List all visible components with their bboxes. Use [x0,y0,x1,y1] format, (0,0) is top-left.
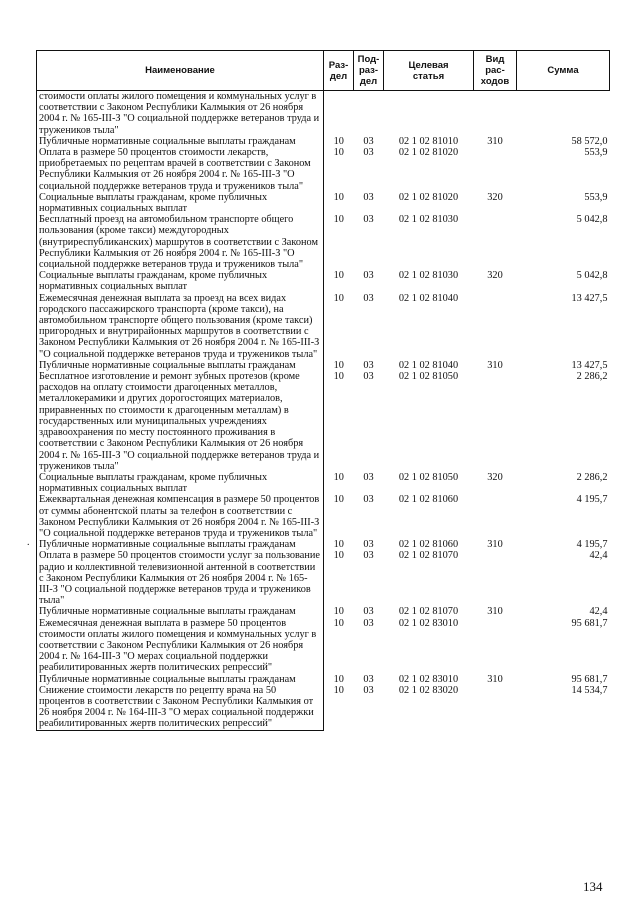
row-expense-type-cell [474,214,517,270]
row-razdel-cell: 10 [333,214,344,226]
table-row [37,550,610,606]
table-row [37,618,610,674]
row-podrazdel-cell: 03 [363,673,374,685]
row-razdel-cell: 10 [333,684,344,696]
row-sum-cell: 4 195,7 [576,494,608,506]
header-sum: Сумма [517,51,610,91]
row-name-cell: стоимости оплаты жилого помещения и коммунальных услуг в соответствии с Законом Республики Калмыкия от 26 ноября 2004 г. № 165-III-З "О социальной поддержке ветеранов труда и тружеников тыла" [37,91,324,136]
row-podrazdel-cell [354,91,384,136]
header-podrazdel: Под- раз- дел [354,51,384,91]
row-podrazdel-cell: 03 [363,270,374,282]
table-row [37,606,610,617]
row-expense-type-cell [474,618,517,674]
row-target-article-cell: 02 1 02 81050 [398,471,459,483]
header-name: Наименование [37,51,324,91]
row-name-cell: Социальные выплаты гражданам, кроме публичных нормативных социальных выплат [37,270,324,292]
row-sum-cell: 58 572,0 [571,135,608,147]
row-podrazdel-cell: 03 [363,494,374,506]
row-razdel-cell: 10 [333,270,344,282]
table-row [37,147,610,192]
header-expense-type: Вид рас- ходов [474,51,517,91]
row-target-article-cell: 02 1 02 81040 [398,359,459,371]
row-sum-cell: 5 042,8 [576,270,608,282]
header-target-article: Целевая статья [384,51,474,91]
row-podrazdel-cell: 03 [363,147,374,159]
row-podrazdel-cell: 03 [363,214,374,226]
row-name-cell: Оплата в размере 50 процентов стоимости услуг за пользование радио и коллективной телевизионной антенной в соответствии с Законом Республики Калмыкия от 26 ноября 2004 г. № 165-III-З "О социальной поддержке ветеранов труда и тружеников тыла" [37,550,324,606]
row-target-article-cell [384,91,474,136]
row-expense-type-cell: 310 [487,359,503,371]
row-razdel-cell: 10 [333,617,344,629]
row-target-article-cell: 02 1 02 81010 [398,135,459,147]
row-sum-cell: 5 042,8 [576,214,608,226]
row-target-article-cell: 02 1 02 81070 [398,606,459,618]
row-podrazdel-cell: 03 [363,292,374,304]
row-sum-cell: 553,9 [584,147,608,159]
row-razdel-cell: 10 [333,135,344,147]
row-expense-type-cell: 310 [487,673,503,685]
row-target-article-cell: 02 1 02 81070 [398,550,459,562]
row-expense-type-cell [474,293,517,360]
table-row [37,674,610,685]
row-sum-cell: 42,4 [589,550,608,562]
table-row [37,270,610,292]
row-razdel-cell: 10 [333,673,344,685]
budget-table [36,50,610,731]
table-body [37,91,610,731]
row-target-article-cell: 02 1 02 81020 [398,191,459,203]
row-razdel-cell: 10 [333,550,344,562]
table-row [37,214,610,270]
row-name-cell: Социальные выплаты гражданам, кроме публичных нормативных социальных выплат [37,472,324,494]
row-target-article-cell: 02 1 02 81060 [398,539,459,551]
row-expense-type-cell [474,91,517,136]
row-target-article-cell: 02 1 02 83020 [398,684,459,696]
row-expense-type-cell: 320 [487,471,503,483]
row-sum-cell: 42,4 [589,606,608,618]
row-target-article-cell: 02 1 02 81060 [398,494,459,506]
row-name-cell: Публичные нормативные социальные выплаты гражданам [37,606,324,617]
page-number: 134 [583,879,603,894]
row-podrazdel-cell: 03 [363,539,374,551]
row-podrazdel-cell: 03 [363,684,374,696]
row-name-cell: Публичные нормативные социальные выплаты гражданам [37,674,324,685]
margin-mark: . [27,537,30,548]
row-target-article-cell: 02 1 02 81040 [398,292,459,304]
table-header-row [37,51,610,91]
row-name-cell: Публичные нормативные социальные выплаты гражданам [37,136,324,147]
row-podrazdel-cell: 03 [363,606,374,618]
row-razdel-cell: 10 [333,471,344,483]
row-expense-type-cell [474,371,517,472]
row-expense-type-cell [474,147,517,192]
row-expense-type-cell: 310 [487,539,503,551]
table-row [37,293,610,360]
row-name-cell: Оплата в размере 50 процентов стоимости лекарств, приобретаемых по рецептам врачей в соответствии с Законом Республики Калмыкия от 26 ноября 2004 г. № 165-III-З "О социальной поддержке ветеранов труда и тружеников тыла" [37,147,324,192]
row-name-cell: Публичные нормативные социальные выплаты гражданам [37,539,324,550]
row-razdel-cell: 10 [333,191,344,203]
row-sum-cell: 553,9 [584,191,608,203]
table-row [37,91,610,136]
row-podrazdel-cell: 03 [363,471,374,483]
row-name-cell: Ежемесячная денежная выплата за проезд на всех видах городского пассажирского транспорта (кроме такси), на автомобильном транспорте общего пользования (кроме такси) пригородных и внутрирайонных маршрутов в соответствии с Законом Республики Калмыкия от 26 ноября 2004 г. № 165-III-З "О социальной поддержке ветеранов труда и тружеников тыла" [37,293,324,360]
row-razdel-cell: 10 [333,371,344,383]
row-razdel-cell: 10 [333,494,344,506]
row-name-cell: Социальные выплаты гражданам, кроме публичных нормативных социальных выплат [37,192,324,214]
row-podrazdel-cell: 03 [363,617,374,629]
row-name-cell: Ежеквартальная денежная компенсация в размере 50 процентов от суммы абонентской платы за телефон в соответствии с Законом Республики Калмыкия от 26 ноября 2004 г. № 165-III-З "О социальной поддержке ветеранов труда и тружеников тыла" [37,494,324,539]
table-row [37,192,610,214]
row-expense-type-cell [474,494,517,539]
row-podrazdel-cell: 03 [363,135,374,147]
row-sum-cell: 14 534,7 [571,684,608,696]
row-sum-cell: 4 195,7 [576,539,608,551]
row-expense-type-cell [474,550,517,606]
row-name-cell: Бесплатное изготовление и ремонт зубных протезов (кроме расходов на оплату стоимости драгоценных металлов, металлокерамики и других дорогостоящих материалов, приравненных по стоимости к драгоценным металлам) в государственных или муниципальных учреждениях здравоохранения по месту постоянного проживания в соответствии с Законом Республики Калмыкия от 26 ноября 2004 г. № 165-III-З "О социальной поддержке ветеранов труда и тружеников тыла" [37,371,324,472]
row-razdel-cell: 10 [333,606,344,618]
row-target-article-cell: 02 1 02 81020 [398,147,459,159]
row-sum-cell: 2 286,2 [576,371,608,383]
row-target-article-cell: 02 1 02 81050 [398,371,459,383]
table-row [37,539,610,550]
row-name-cell: Ежемесячная денежная выплата в размере 50 процентов стоимости оплаты жилого помещения и коммунальных услуг в соответствии с Законом Республики Калмыкия от 26 ноября 2004 г. № 164-III-З "О мерах социальной поддержки реабилитированных жертв политических репрессий" [37,618,324,674]
row-name-cell: Снижение стоимости лекарств по рецепту врача на 50 процентов в соответствии с Законом Республики Калмыкия от 26 ноября 2004 г. № 164-III-З "О мерах социальной поддержки реабилитированных жертв политических репрессий" [37,685,324,730]
row-sum-cell: 95 681,7 [571,617,608,629]
row-razdel-cell: 10 [333,539,344,551]
row-razdel-cell: 10 [333,359,344,371]
table-row [37,494,610,539]
row-target-article-cell: 02 1 02 81030 [398,214,459,226]
row-podrazdel-cell: 03 [363,371,374,383]
row-podrazdel-cell: 03 [363,550,374,562]
row-expense-type-cell: 320 [487,191,503,203]
row-podrazdel-cell: 03 [363,191,374,203]
row-target-article-cell: 02 1 02 81030 [398,270,459,282]
row-target-article-cell: 02 1 02 83010 [398,673,459,685]
row-expense-type-cell [474,685,517,730]
row-sum-cell [517,91,610,136]
row-expense-type-cell: 310 [487,135,503,147]
row-sum-cell: 2 286,2 [576,471,608,483]
row-razdel-cell [324,91,354,136]
table-row [37,136,610,147]
header-razdel: Раз- дел [324,51,354,91]
table-row [37,472,610,494]
table-row [37,685,610,730]
row-target-article-cell: 02 1 02 83010 [398,617,459,629]
row-podrazdel-cell: 03 [363,359,374,371]
row-name-cell: Бесплатный проезд на автомобильном транспорте общего пользования (кроме такси) междугородных (внутриреспубликанских) маршрутов в соответствии с Законом Республики Калмыкия от 26 ноября 2004 г. № 165-III-З "О социальной поддержке ветеранов труда и тружеников тыла" [37,214,324,270]
row-razdel-cell: 10 [333,147,344,159]
row-name-cell: Публичные нормативные социальные выплаты гражданам [37,360,324,371]
table-row [37,360,610,371]
table-row [37,371,610,472]
row-sum-cell: 13 427,5 [571,292,608,304]
row-sum-cell: 95 681,7 [571,673,608,685]
row-razdel-cell: 10 [333,292,344,304]
row-sum-cell: 13 427,5 [571,359,608,371]
row-expense-type-cell: 310 [487,606,503,618]
row-expense-type-cell: 320 [487,270,503,282]
